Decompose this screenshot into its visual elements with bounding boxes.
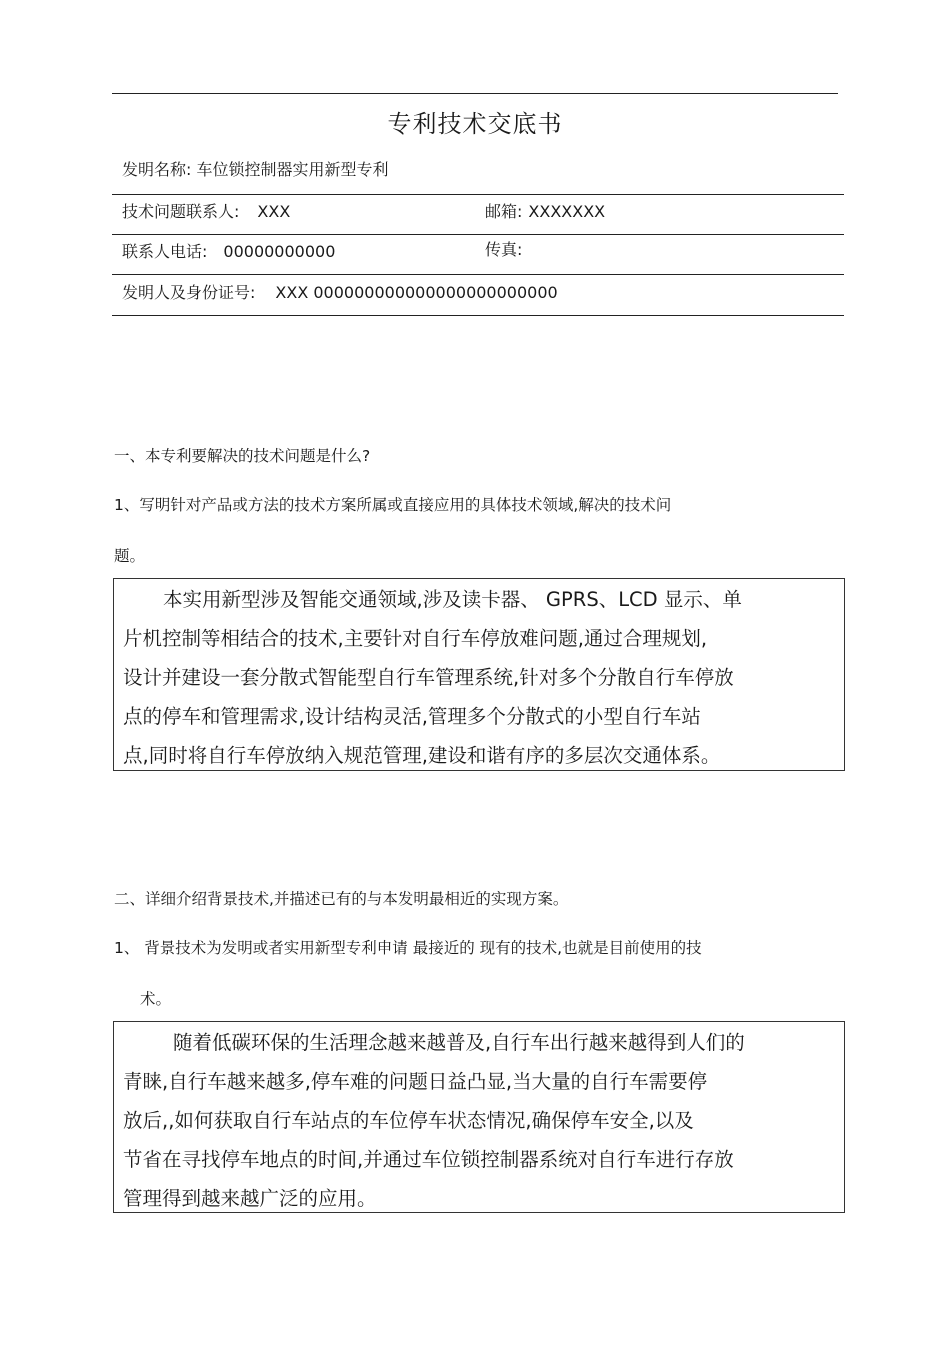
section2-answer-line: 青睐,自行车越来越多,停车难的问题日益凸显,当大量的自行车需要停 bbox=[123, 1070, 708, 1093]
invention-name-row bbox=[122, 157, 389, 180]
section2-answer-text bbox=[123, 1023, 745, 1218]
phone-value: 00000000000 bbox=[223, 242, 336, 261]
contact-label: 技术问题联系人: bbox=[122, 202, 240, 221]
section1-answer-text bbox=[123, 580, 742, 775]
section1-answer-line: 设计并建设一套分散式智能型自行车管理系统,针对多个分散自行车停放 bbox=[123, 666, 734, 689]
contact-row bbox=[122, 199, 290, 222]
section1-subitem-line2: 题。 bbox=[114, 547, 146, 565]
row-divider-3 bbox=[112, 274, 844, 275]
contact-value: XXX bbox=[257, 202, 291, 221]
top-rule bbox=[112, 93, 838, 94]
section1-heading: 一、本专利要解决的技术问题是什么? bbox=[114, 447, 371, 465]
fax-label: 传真: bbox=[485, 240, 523, 259]
invention-name-label: 发明名称: bbox=[122, 160, 192, 179]
row-divider-1 bbox=[112, 194, 844, 195]
invention-name-value: 车位锁控制器实用新型专利 bbox=[196, 160, 389, 179]
email-value: XXXXXXX bbox=[528, 202, 606, 221]
email-label: 邮箱: bbox=[485, 202, 523, 221]
row-divider-4 bbox=[112, 315, 844, 316]
phone-label: 联系人电话: bbox=[122, 242, 208, 261]
phone-row bbox=[122, 239, 335, 262]
section2-answer-line: 管理得到越来越广泛的应用。 bbox=[123, 1187, 377, 1210]
section1-answer-box bbox=[113, 578, 845, 771]
section1-answer-line: 点的停车和管理需求,设计结构灵活,管理多个分散式的小型自行车站 bbox=[123, 705, 701, 728]
section2-answer-line: 节省在寻找停车地点的时间,并通过车位锁控制器系统对自行车进行存放 bbox=[123, 1148, 734, 1171]
section2-answer-box bbox=[113, 1021, 845, 1213]
inventor-label: 发明人及身份证号: bbox=[122, 283, 256, 302]
section1-answer-line: 本实用新型涉及智能交通领域,涉及读卡器、 GPRS、LCD 显示、单 bbox=[163, 588, 742, 611]
fax-row bbox=[485, 237, 522, 260]
email-row bbox=[485, 199, 605, 222]
section2-heading: 二、详细介绍背景技术,并描述已有的与本发明最相近的实现方案。 bbox=[114, 890, 569, 908]
section1-subitem-line1: 1、写明针对产品或方法的技术方案所属或直接应用的具体技术领域,解决的技术问 bbox=[114, 496, 672, 514]
section2-answer-line: 随着低碳环保的生活理念越来越普及,自行车出行越来越得到人们的 bbox=[173, 1031, 745, 1054]
inventor-row bbox=[122, 280, 558, 303]
section2-answer-line: 放后,,如何获取自行车站点的车位停车状态情况,确保停车安全,以及 bbox=[123, 1109, 694, 1132]
section1-answer-line: 片机控制等相结合的技术,主要针对自行车停放难问题,通过合理规划, bbox=[123, 627, 708, 650]
page-title: 专利技术交底书 bbox=[387, 110, 563, 138]
section2-subitem-line1: 1、 背景技术为发明或者实用新型专利申请 最接近的 现有的技术,也就是目前使用的技 bbox=[114, 939, 702, 957]
inventor-value: XXX 000000000000000000000000 bbox=[275, 283, 558, 302]
section1-answer-line: 点,同时将自行车停放纳入规范管理,建设和谐有序的多层次交通体系。 bbox=[123, 744, 721, 767]
row-divider-2 bbox=[112, 234, 844, 235]
section2-subitem-line2: 术。 bbox=[140, 990, 172, 1008]
